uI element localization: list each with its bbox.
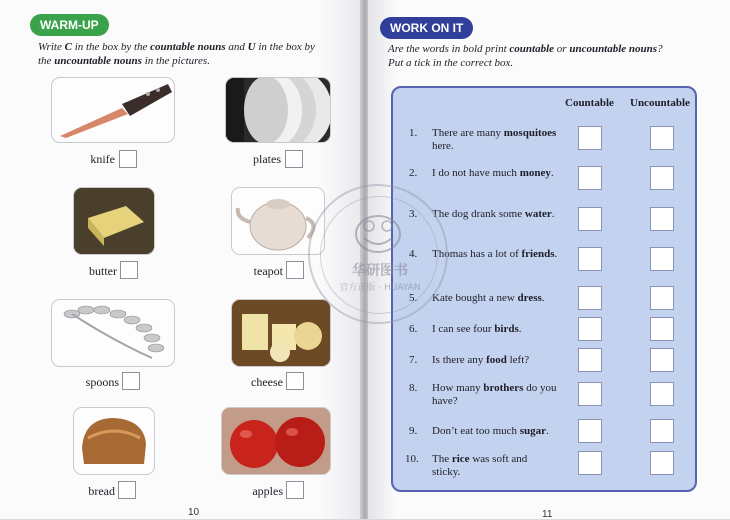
question-number: 2. [409,167,418,179]
question-text: Don’t eat too much sugar. [432,425,549,437]
warm-up-instruction: Write C in the box by the countable nouns and U in the box by the uncountable nouns in the pictures. [38,41,315,67]
uncountable-checkbox-6[interactable] [650,317,674,341]
item-label: teapot [253,264,283,278]
answer-box-apples[interactable] [286,481,304,499]
item-label: bread [88,484,115,498]
answer-box-knife[interactable] [119,150,137,168]
work-on-it-instruction: Are the words in bold print countable or uncountable nouns? Put a tick in the correct box. [388,43,663,69]
question-text: The rice was soft and sticky. [432,453,528,478]
column-header-countable: Countable [565,97,614,109]
warm-up-badge: WARM-UP [30,14,109,36]
answer-box-spoons[interactable] [122,372,140,390]
question-number: 6. [409,323,418,335]
uncountable-checkbox-9[interactable] [650,419,674,443]
answer-box-butter[interactable] [120,261,138,279]
question-number: 8. [409,382,418,394]
question-text: I do not have much money. [432,167,554,179]
spoons-picture [52,300,174,366]
answer-box-plates[interactable] [285,150,303,168]
item-label: plates [253,152,281,166]
bread-picture [74,408,154,474]
question-number: 7. [409,354,418,366]
countable-checkbox-8[interactable] [578,382,602,406]
cheese-picture [232,300,330,366]
watermark-stamp [308,184,448,324]
question-number: 5. [409,292,418,304]
countable-checkbox-1[interactable] [578,126,602,150]
page-number-left: 10 [188,507,200,518]
question-text: Thomas has a lot of friends. [432,248,558,260]
uncountable-checkbox-5[interactable] [650,286,674,310]
uncountable-checkbox-2[interactable] [650,166,674,190]
answer-box-teapot[interactable] [286,261,304,279]
countable-checkbox-6[interactable] [578,317,602,341]
item-label: butter [89,264,117,278]
countable-checkbox-10[interactable] [578,451,602,475]
page-number-right: 11 [542,509,553,520]
countable-checkbox-9[interactable] [578,419,602,443]
answer-box-cheese[interactable] [286,372,304,390]
question-number: 4. [409,248,418,260]
question-text: Kate bought a new dress. [432,292,545,304]
butter-picture [74,188,154,254]
question-text: The dog drank some water. [432,208,555,220]
question-number: 9. [409,425,418,437]
item-label: apples [252,484,283,498]
countable-checkbox-5[interactable] [578,286,602,310]
question-number: 10. [405,453,419,465]
uncountable-checkbox-8[interactable] [650,382,674,406]
uncountable-checkbox-10[interactable] [650,451,674,475]
item-label: knife [90,152,115,166]
work-on-it-badge: WORK ON IT [380,17,473,39]
question-text: There are many mosquitoes here. [432,127,557,152]
question-number: 1. [409,127,418,139]
question-number: 3. [409,208,418,220]
mascot-icon [350,210,406,254]
uncountable-checkbox-4[interactable] [650,247,674,271]
knife-picture [52,78,174,142]
watermark-subtitle: 官方正版 · HUAYAN [339,283,421,293]
column-header-uncountable: Uncountable [630,97,690,109]
item-label: cheese [251,375,283,389]
question-text: How many brothers do you have? [432,382,557,407]
answer-box-bread[interactable] [118,481,136,499]
countable-checkbox-2[interactable] [578,166,602,190]
plates-picture [226,78,330,142]
countable-checkbox-3[interactable] [578,207,602,231]
apples-picture [222,408,330,474]
countable-checkbox-4[interactable] [578,247,602,271]
uncountable-checkbox-1[interactable] [650,126,674,150]
countable-checkbox-7[interactable] [578,348,602,372]
uncountable-checkbox-7[interactable] [650,348,674,372]
question-text: I can see four birds. [432,323,522,335]
question-text: Is there any food left? [432,354,530,366]
item-label: spoons [85,375,119,389]
watermark-brand: 华研图书 [352,263,408,279]
uncountable-checkbox-3[interactable] [650,207,674,231]
